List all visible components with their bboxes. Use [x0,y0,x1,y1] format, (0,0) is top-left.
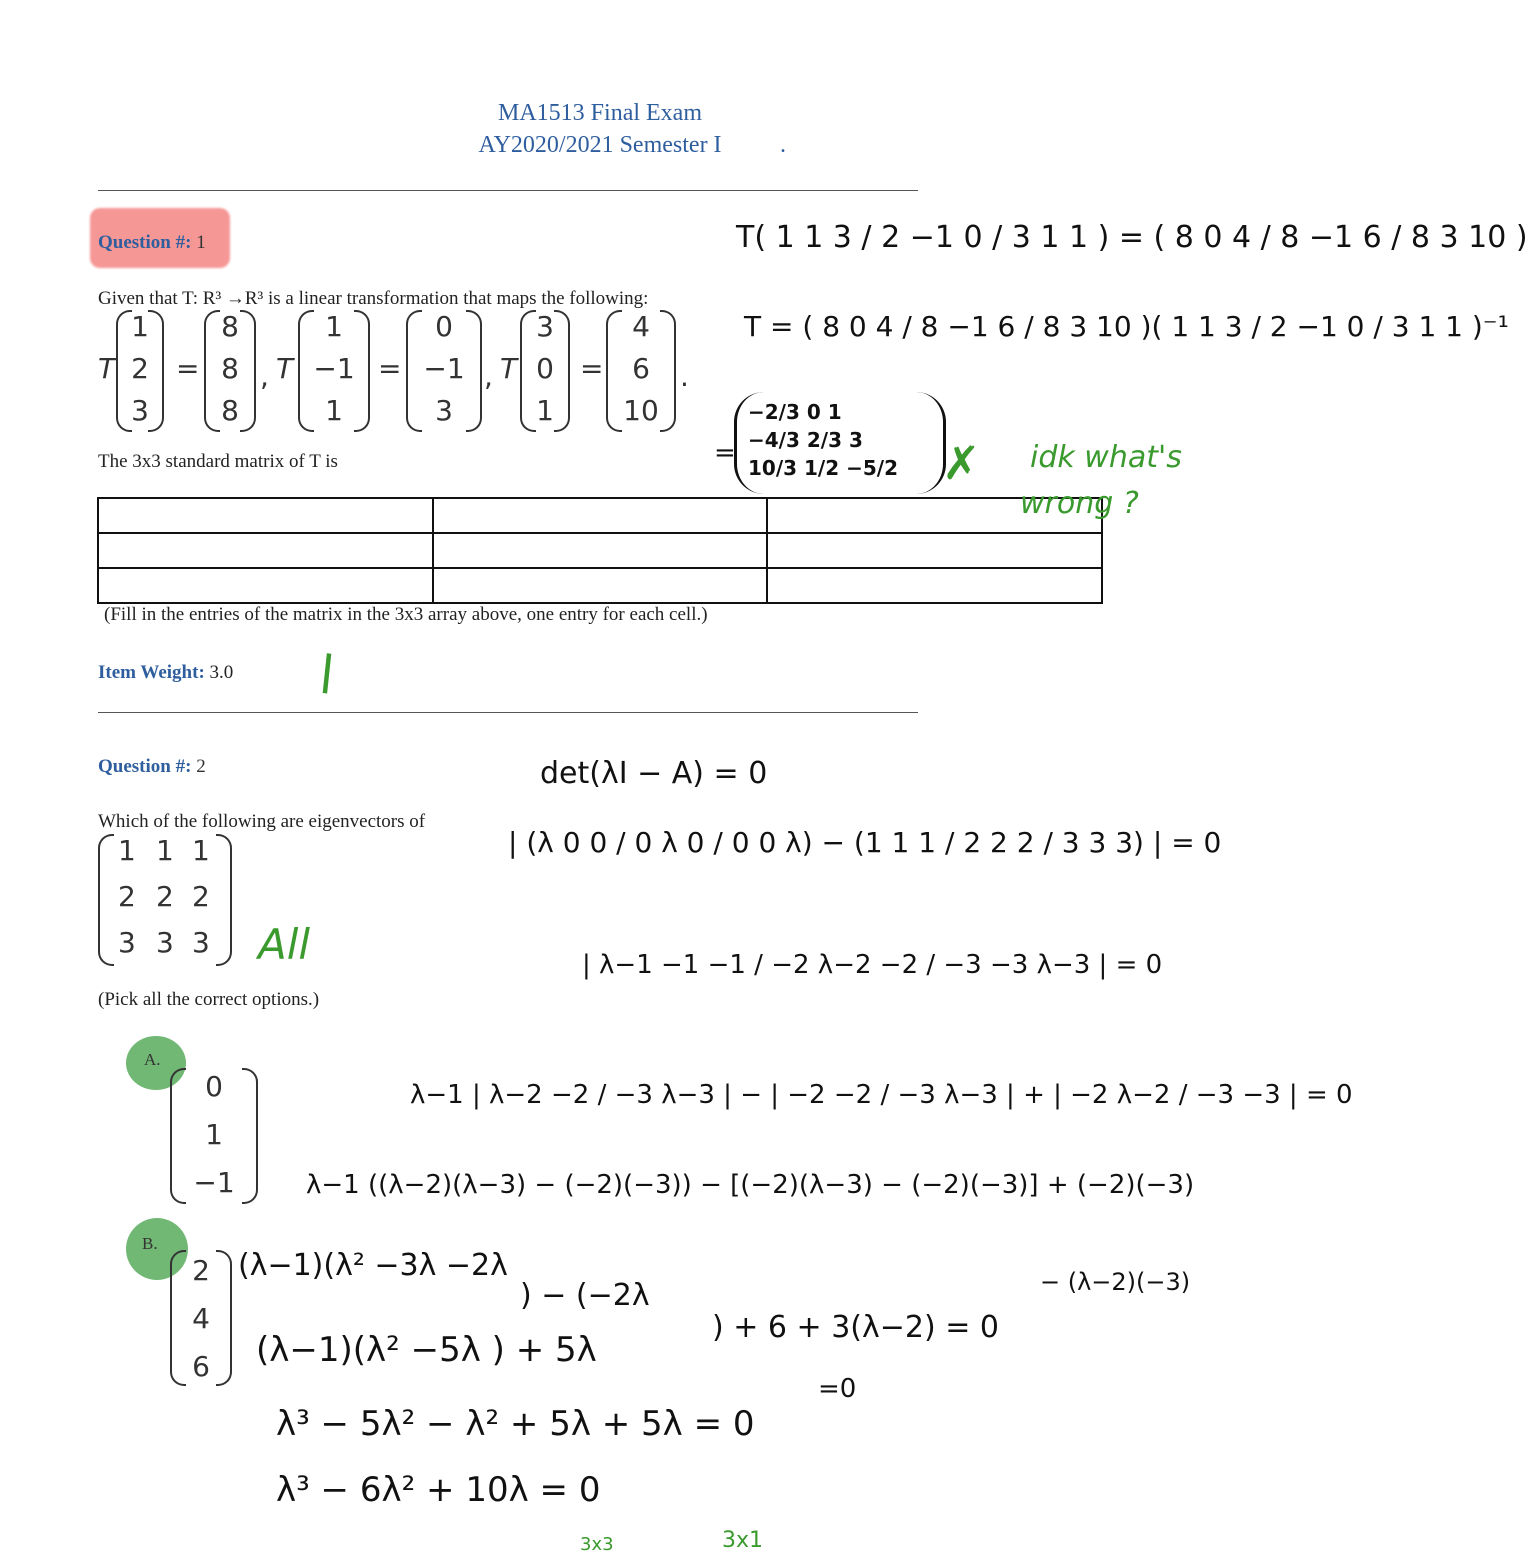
q2-number: 2 [196,756,206,777]
q1-mappings [98,310,698,435]
hw-expand-4: (λ−1)(λ² −5λ ) + 5λ [256,1330,597,1370]
matrix-entry: 2 [156,880,174,913]
option-a-vector[interactable] [170,1068,258,1204]
hw-expand-3b: ) − (−2λ [520,1278,650,1313]
answer-cell[interactable] [433,533,768,568]
answer-cell[interactable] [767,533,1102,568]
q1-label-text: Question #: [98,232,192,253]
divider-middle [98,712,918,713]
option-a-letter[interactable]: A. [144,1050,161,1069]
q1-intro: Given that T: R³ →R³ is a linear transformation that maps the following: [98,288,649,309]
answer-cell[interactable] [98,498,433,533]
hw-foot-3x1: 3x1 [722,1528,764,1553]
t-symbol-2: T [276,352,294,385]
hw-expand-2c: =0 [818,1374,857,1404]
vec-entry: 4 [632,310,650,343]
equals-sign: = [580,352,604,385]
vec-entry: 8 [221,394,239,427]
answer-cell[interactable] [433,498,768,533]
hw-t-matrix-eq: T( 1 1 3 / 2 −1 0 / 3 1 1 ) = ( 8 0 4 / 8 −1 6 / 8 3 10 ) [736,220,1528,255]
hw-expand-3: (λ−1)(λ² −3λ −2λ [238,1248,508,1283]
hw-expand-6: λ³ − 6λ² + 10λ = 0 [276,1470,601,1510]
matrix-entry: 3 [118,926,136,959]
vec-entry: 8 [221,310,239,343]
hw-comment-line1: idk what's [1030,440,1182,475]
comma: , [484,360,493,393]
vec-entry: 1 [131,310,149,343]
vec-entry: 3 [131,394,149,427]
answer-matrix-table [97,497,1103,604]
vec-entry: −1 [423,352,465,385]
hw-det-eq: det(λI − A) = 0 [540,756,768,791]
matrix-entry: 1 [118,834,136,867]
vec-entry: 8 [221,352,239,385]
vec-entry: 6 [632,352,650,385]
green-tick-mark: | [317,647,337,695]
matrix-entry: 3 [156,926,174,959]
matrix-entry: 2 [192,880,210,913]
hw-t-inverse-eq: T = ( 8 0 4 / 8 −1 6 / 8 3 10 )( 1 1 3 / 2 −1 0 / 3 1 1 )⁻¹ [744,310,1509,343]
vec-entry: 4 [192,1302,210,1335]
q2-label [98,756,206,778]
output-vector-2 [406,310,482,432]
weight-label: Item Weight: [98,662,205,683]
vec-entry: 6 [192,1350,210,1383]
vec-entry: 1 [325,310,343,343]
q2-matrix [98,834,232,966]
input-vector-2 [298,310,370,432]
hw-expand-3c: ) + 6 + 3(λ−2) = 0 [712,1310,999,1345]
t-symbol-3: T [500,352,518,385]
vec-entry: 0 [205,1070,223,1103]
hw-cross-mark: ✗ [942,436,981,490]
vec-entry: 1 [536,394,554,427]
hw-result-row3: 10/3 1/2 −5/2 [748,456,899,480]
output-vector-3 [606,310,676,432]
hw-expand-2: λ−1 ((λ−2)(λ−3) − (−2)(−3)) − [(−2)(λ−3) − (−2)(−3)] + (−2)(−3) [306,1170,1195,1200]
q2-pick-note: (Pick all the correct options.) [98,989,320,1010]
q1-matrix-prompt: The 3x3 standard matrix of T is [98,451,338,472]
hw-result-row1: −2/3 0 1 [748,400,842,424]
hw-expand-5: λ³ − 5λ² − λ² + 5λ + 5λ = 0 [276,1404,755,1444]
hw-result-eq: = [714,438,736,468]
vec-entry: 0 [536,352,554,385]
vec-entry: 3 [536,310,554,343]
t-symbol-1: T [98,352,116,385]
vec-entry: 0 [435,310,453,343]
q1-fill-note: (Fill in the entries of the matrix in the 3x3 array above, one entry for each cell.) [104,604,708,625]
vec-entry: −1 [313,352,355,385]
vec-entry: 3 [435,394,453,427]
exam-title: MA1513 Final Exam [498,100,702,126]
answer-cell[interactable] [98,568,433,603]
table-row [98,533,1102,568]
matrix-entry: 1 [156,834,174,867]
vec-entry: 1 [325,394,343,427]
hw-result-row2: −4/3 2/3 3 [748,428,863,452]
output-vector-1 [204,310,256,432]
input-vector-3 [520,310,570,432]
q1-item-weight [98,662,233,684]
vec-entry: 10 [623,394,659,427]
option-b-vector[interactable] [170,1250,232,1386]
answer-cell[interactable] [433,568,768,603]
hw-det-matrix: | (λ 0 0 / 0 λ 0 / 0 0 λ) − (1 1 1 / 2 2 2 / 3 3 3) | = 0 [508,826,1222,859]
hw-comment-line2: wrong ? [1020,486,1139,521]
vec-entry: 1 [205,1118,223,1151]
weight-value: 3.0 [209,662,234,683]
answer-cell[interactable] [767,568,1102,603]
matrix-entry: 2 [118,880,136,913]
option-b-letter[interactable]: B. [142,1234,158,1253]
q2-label-text: Question #: [98,756,192,777]
vec-entry: 2 [192,1254,210,1287]
q1-label [98,232,206,254]
hw-foot-3x3: 3x3 [580,1534,614,1555]
vec-entry: −1 [193,1166,235,1199]
divider-top [98,190,918,191]
hw-expand-2b: − (λ−2)(−3) [1040,1268,1191,1296]
equals-sign: = [176,352,200,385]
matrix-entry: 1 [192,834,210,867]
vec-entry: 2 [131,352,149,385]
exam-semester: AY2020/2021 Semester I [478,132,722,158]
equals-sign: = [378,352,402,385]
period: . [680,360,689,393]
q1-number: 1 [196,232,206,253]
hw-all-note: All [258,920,311,969]
matrix-entry: 3 [192,926,210,959]
input-vector-1 [116,310,164,432]
table-row [98,568,1102,603]
table-row [98,498,1102,533]
q2-intro: Which of the following are eigenvectors of [98,811,426,832]
hw-det-matrix2: | λ−1 −1 −1 / −2 λ−2 −2 / −3 −3 λ−3 | = 0 [582,950,1163,980]
comma: , [260,360,269,393]
hw-expand-1: λ−1 | λ−2 −2 / −3 λ−3 | − | −2 −2 / −3 λ−3 | + | −2 λ−2 / −3 −3 | = 0 [410,1080,1353,1110]
title-dot: . [780,132,786,158]
answer-cell[interactable] [98,533,433,568]
